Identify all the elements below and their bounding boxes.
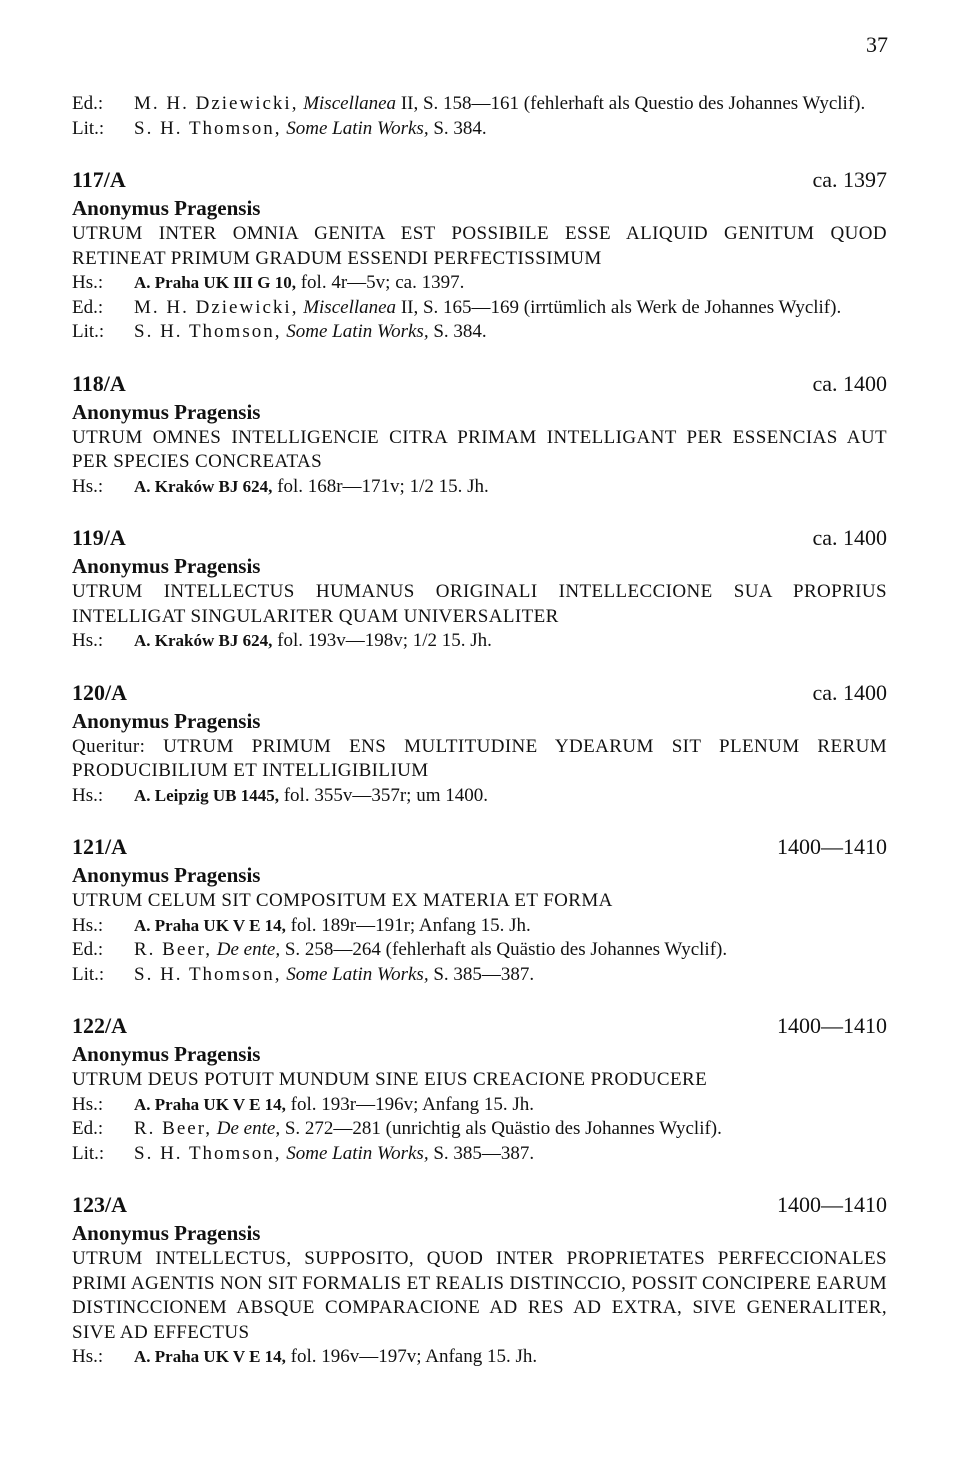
entry-author: Anonymus Pragensis [72,196,261,220]
manuscript-signature: A. Kraków BJ 624, [134,631,273,650]
reference-author: S. H. Thomson, [134,1142,282,1164]
entry-header [72,524,887,552]
manuscript-text [134,271,887,296]
entry-header [72,1191,887,1219]
catalogue-entry [72,1012,887,1166]
reference-rest: S. 385—387. [428,963,535,985]
catalogue-content [72,92,887,1370]
entry-number: 118/A [72,370,126,396]
reference-label: Lit.: [72,321,105,342]
reference-label: Lit.: [72,1142,105,1164]
entry-title: UTRUM INTELLECTUS HUMANUS ORIGINALI INTELLECCIONE SUA PROPRIUS INTELLIGAT SINGULARITER QUAM UNIVERSALITER [72,581,887,627]
entry-author: Anonymus Pragensis [72,1042,261,1066]
manuscript-line [72,629,887,654]
reference-text [134,320,887,345]
entry-date: 1400—1410 [777,834,887,859]
entry-number: 120/A [72,679,127,705]
catalogue-entry [72,679,887,809]
entry-header [72,679,887,707]
entry-author: Anonymus Pragensis [72,708,261,733]
reference-rest: S. 385—387. [428,1142,535,1164]
entry-header [72,833,887,861]
reference-line [72,963,887,988]
entry-date: ca. 1400 [812,679,887,705]
entry-date: 1400—1410 [777,1013,887,1038]
reference-line [72,117,887,142]
reference-line [72,320,887,345]
manuscript-line [72,914,887,939]
catalogue-entry [72,524,887,654]
reference-work: Miscellanea [303,296,397,318]
reference-label: Ed.: [72,939,104,960]
reference-line [72,938,887,963]
manuscript-text [134,475,887,500]
entry-title: UTRUM INTER OMNIA GENITA EST POSSIBILE ESSE ALIQUID GENITUM QUOD RETINEAT PRIMUM GRADUM ESSENDI PERFECTISSIMUM [72,223,887,269]
entry-title: Queritur: UTRUM PRIMUM ENS MULTITUDINE YDEARUM SIT PLENUM RERUM PRODUCIBILIUM ET INTELLIGIBILIUM [72,735,887,781]
reference-author: M. H. Dziewicki, [134,93,299,114]
reference-text [134,92,887,117]
manuscript-signature: A. Kraków BJ 624, [134,476,273,496]
manuscript-line [72,1093,887,1118]
manuscript-text [134,629,887,654]
reference-text [134,117,887,142]
entry-author: Anonymus Pragensis [72,1221,261,1245]
reference-author: S. H. Thomson, [134,963,282,985]
manuscript-label: Hs.: [72,784,104,806]
reference-author: S. H. Thomson, [134,321,282,342]
catalogue-entry [72,1191,887,1370]
manuscript-signature: A. Praha UK V E 14, [134,1094,286,1114]
manuscript-signature: A. Praha UK V E 14, [134,915,286,935]
reference-line [72,92,887,117]
manuscript-signature: A. Praha UK V E 14, [134,1347,286,1366]
reference-work: Some Latin Works, [286,963,429,985]
reference-text [134,938,887,963]
entry-author: Anonymus Pragensis [72,399,261,424]
manuscript-details: fol. 4r—5v; ca. 1397. [295,272,465,293]
reference-rest: S. 258—264 (fehlerhaft als Quästio des Johannes Wyclif). [280,939,728,960]
entry-header [72,370,887,398]
manuscript-text [134,1345,887,1370]
manuscript-label: Hs.: [72,1093,104,1115]
entry-title: UTRUM DEUS POTUIT MUNDUM SINE EIUS CREACIONE PRODUCERE [72,1069,708,1090]
reference-author: M. H. Dziewicki, [134,296,299,318]
entry-author: Anonymus Pragensis [72,863,261,887]
manuscript-signature: A. Praha UK III G 10, [134,273,296,292]
preamble-references [72,92,887,141]
manuscript-label: Hs.: [72,914,104,936]
reference-work: Some Latin Works, [286,1142,429,1164]
manuscript-line [72,475,887,500]
reference-label: Ed.: [72,296,104,318]
entry-title: UTRUM INTELLECTUS, SUPPOSITO, QUOD INTER PROPRIETATES PERFECCIONALES PRIMI AGENTIS NON SIT FORMALIS ET REALIS DISTINCCIO, POSSIT CONCIPERE EARUM DISTINCCIONEM ABSQUE COMPARACIONE AD RES AD EXTRA, SIVE GENERALITER, SIVE AD EFFECTUS [72,1248,887,1343]
manuscript-line [72,271,887,296]
manuscript-details: fol. 193r—196v; Anfang 15. Jh. [285,1093,534,1115]
manuscript-text [134,1093,887,1118]
manuscript-details: fol. 168r—171v; 1/2 15. Jh. [272,475,489,497]
reference-rest: S. 272—281 (unrichtig als Quästio des Johannes Wyclif). [280,1118,722,1139]
entry-number: 122/A [72,1013,127,1038]
reference-text [134,963,887,988]
catalogue-entry [72,833,887,987]
manuscript-line [72,1345,887,1370]
manuscript-signature: A. Leipzig UB 1445, [134,785,279,805]
entry-date: ca. 1397 [812,167,887,192]
reference-line [72,1117,887,1142]
catalogue-entry [72,166,887,345]
reference-work: Miscellanea [303,93,397,114]
entry-header [72,166,887,194]
manuscript-label: Hs.: [72,1346,104,1367]
page-number: 37 [866,32,888,57]
reference-rest: II, S. 165—169 (irrtümlich als Werk de Johannes Wyclif). [396,296,842,318]
manuscript-details: fol. 196v—197v; Anfang 15. Jh. [285,1346,538,1367]
reference-label: Lit.: [72,117,105,139]
catalogue-entry [72,370,887,500]
reference-author: R. Beer, [134,939,213,960]
reference-label: Lit.: [72,963,105,985]
reference-label: Ed.: [72,93,104,114]
reference-work: De ente, [216,939,281,960]
reference-rest: II, S. 158—161 (fehlerhaft als Questio des Johannes Wyclif). [396,93,866,114]
manuscript-text [134,784,887,809]
entry-number: 123/A [72,1192,127,1217]
reference-text [134,1142,887,1167]
manuscript-label: Hs.: [72,630,104,651]
entry-number: 121/A [72,834,127,859]
reference-work: Some Latin Works, [286,117,429,139]
reference-text [134,1117,887,1142]
manuscript-details: fol. 189r—191r; Anfang 15. Jh. [285,914,531,936]
manuscript-details: fol. 193v—198v; 1/2 15. Jh. [272,630,492,651]
entry-date: ca. 1400 [812,370,887,396]
entry-number: 119/A [72,525,126,550]
entry-list [72,166,887,1370]
reference-rest: S. 384. [428,117,487,139]
reference-author: S. H. Thomson, [134,117,282,139]
manuscript-line [72,784,887,809]
entry-author: Anonymus Pragensis [72,554,261,578]
manuscript-details: fol. 355v—357r; um 1400. [278,784,488,806]
reference-text [134,296,887,321]
entry-header [72,1012,887,1040]
reference-rest: S. 384. [428,321,487,342]
manuscript-label: Hs.: [72,475,104,497]
reference-author: R. Beer, [134,1118,213,1139]
reference-line [72,296,887,321]
reference-label: Ed.: [72,1118,104,1139]
entry-date: ca. 1400 [812,525,887,550]
manuscript-text [134,914,887,939]
entry-number: 117/A [72,167,126,192]
reference-work: De ente, [216,1118,281,1139]
manuscript-label: Hs.: [72,272,104,293]
entry-title: UTRUM CELUM SIT COMPOSITUM EX MATERIA ET FORMA [72,890,613,911]
reference-line [72,1142,887,1167]
entry-title: UTRUM OMNES INTELLIGENCIE CITRA PRIMAM INTELLIGANT PER ESSENCIAS AUT PER SPECIES CONCREATAS [72,426,887,472]
entry-date: 1400—1410 [777,1192,887,1217]
reference-work: Some Latin Works, [286,321,429,342]
